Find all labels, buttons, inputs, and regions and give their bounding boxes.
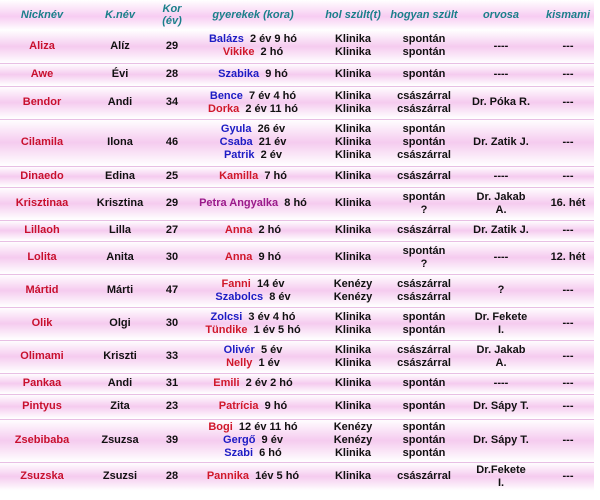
cell-birth-method [388, 394, 460, 419]
cell-age: 27 [156, 220, 188, 241]
cell-kismami: --- [542, 30, 594, 63]
cell-kname: Márti [84, 274, 156, 307]
cell-kname: Andi [84, 373, 156, 394]
child-name: Bogi [208, 421, 233, 433]
child-entry [188, 400, 318, 413]
cell-doctor [460, 166, 542, 187]
birth-place: Klinika [334, 343, 372, 356]
cell-children [188, 373, 318, 394]
table-row [0, 119, 594, 166]
birth-place: Klinika [334, 447, 372, 459]
child-entry [188, 123, 318, 136]
birth-place: Klinika [334, 89, 372, 102]
child-name: Olivér [223, 343, 255, 356]
birth-method: spontán [402, 421, 446, 433]
cell-age: 34 [156, 86, 188, 119]
child-name: Patrik [223, 149, 255, 161]
child-age: 2 hó [252, 224, 282, 236]
cell-birth-method [388, 373, 460, 394]
cell-birth-place [318, 63, 388, 86]
cell-children [188, 274, 318, 307]
cell-kname: Zsuzsi [84, 462, 156, 491]
birth-method: császárral [397, 102, 451, 115]
cell-nickname: Awe [0, 63, 84, 86]
header-knev: K.név [84, 0, 156, 30]
cell-doctor [460, 340, 542, 373]
child-name: Nelly [226, 356, 253, 369]
table-row [0, 307, 594, 340]
child-entry [188, 470, 318, 483]
cell-doctor [460, 419, 542, 462]
header-hol-szult: hol szült(t) [318, 0, 388, 30]
cell-birth-method [388, 187, 460, 220]
child-name: Petra Angyalka [199, 197, 279, 209]
child-age: 2 év 2 hó [239, 377, 293, 389]
cell-birth-place [318, 340, 388, 373]
cell-kismami: 12. hét [542, 241, 594, 274]
cell-children [188, 220, 318, 241]
cell-children [188, 63, 318, 86]
cell-kname: Kriszti [84, 340, 156, 373]
doctor-name: ---- [493, 170, 509, 182]
table-row [0, 166, 594, 187]
cell-children [188, 241, 318, 274]
cell-kismami: --- [542, 462, 594, 491]
child-age: 9 hó [252, 251, 282, 263]
child-age: 9 hó [258, 400, 288, 412]
doctor-name: I. [497, 476, 505, 489]
child-entry [188, 324, 318, 337]
cell-nickname: Zsebibaba [0, 419, 84, 462]
child-name: Zolcsi [210, 310, 243, 323]
birth-method: spontán [402, 323, 446, 336]
cell-birth-method [388, 63, 460, 86]
cell-doctor [460, 274, 542, 307]
doctor-name: Dr. Sápy T. [473, 434, 529, 446]
birth-method: spontán [402, 310, 446, 323]
birth-place: Klinika [334, 33, 372, 46]
child-name: Anna [224, 251, 253, 263]
child-age: 8 hó [278, 197, 307, 209]
header-kismami: kismami [542, 0, 594, 30]
child-age: 7 év 4 hó [242, 89, 297, 102]
child-age: 9 hó [259, 68, 288, 80]
cell-birth-place [318, 394, 388, 419]
birth-place: Kenézy [333, 277, 373, 290]
doctor-name: Dr. Sápy T. [473, 400, 529, 412]
child-age: 2 év 11 hó [239, 102, 298, 115]
birth-place: Klinika [334, 149, 372, 161]
cell-kismami: --- [542, 63, 594, 86]
birth-method: ? [420, 257, 428, 270]
cell-kname: Zita [84, 394, 156, 419]
birth-method: ? [420, 203, 428, 216]
birth-place: Klinika [334, 356, 372, 369]
table-row [0, 340, 594, 373]
child-entry [188, 377, 318, 390]
cell-children [188, 340, 318, 373]
cell-kismami: --- [542, 340, 594, 373]
cell-age: 47 [156, 274, 188, 307]
child-name: Vikike [222, 46, 255, 59]
child-entry [188, 103, 318, 116]
birth-method: császárral [397, 290, 451, 303]
header-gyerekek: gyerekek (kora) [188, 0, 318, 30]
cell-age: 33 [156, 340, 188, 373]
doctor-name: A. [495, 356, 507, 369]
cell-doctor [460, 187, 542, 220]
table-row [0, 394, 594, 419]
cell-kismami: --- [542, 394, 594, 419]
cell-children [188, 394, 318, 419]
child-age: 1 év 5 hó [247, 323, 301, 336]
doctor-name: A. [495, 203, 507, 216]
cell-birth-place [318, 220, 388, 241]
cell-doctor [460, 394, 542, 419]
cell-kname: Lilla [84, 220, 156, 241]
child-age: 9 év [255, 434, 283, 446]
child-entry [188, 33, 318, 46]
cell-kismami: --- [542, 373, 594, 394]
cell-age: 28 [156, 462, 188, 491]
cell-nickname: Krisztinaa [0, 187, 84, 220]
cell-birth-method [388, 30, 460, 63]
header-hogyan-szult: hogyan szült [388, 0, 460, 30]
cell-birth-method [388, 241, 460, 274]
table-row [0, 419, 594, 462]
birth-method: császárral [397, 149, 451, 161]
table-row [0, 462, 594, 491]
child-age: 6 hó [253, 447, 282, 459]
child-entry [188, 434, 318, 447]
cell-kismami: 16. hét [542, 187, 594, 220]
birth-method: spontán [402, 434, 446, 446]
cell-age: 30 [156, 307, 188, 340]
child-entry [188, 170, 318, 183]
birth-method: császárral [397, 343, 451, 356]
birth-method: spontán [402, 244, 446, 257]
table-body [0, 30, 594, 491]
doctor-name: Dr. Fekete [474, 310, 528, 323]
child-entry [188, 447, 318, 460]
child-age: 14 év [250, 277, 285, 290]
child-name: Bence [209, 89, 243, 102]
doctor-name: I. [497, 323, 505, 336]
cell-birth-place [318, 86, 388, 119]
cell-birth-place [318, 187, 388, 220]
doctor-name: ---- [493, 377, 509, 389]
cell-birth-place [318, 30, 388, 63]
cell-nickname: Cilamila [0, 119, 84, 166]
cell-doctor [460, 462, 542, 491]
table-row [0, 274, 594, 307]
cell-age: 23 [156, 394, 188, 419]
cell-age: 29 [156, 30, 188, 63]
birth-method: spontán [402, 400, 446, 412]
cell-nickname: Mártid [0, 274, 84, 307]
cell-children [188, 187, 318, 220]
birth-place: Klinika [334, 377, 372, 389]
doctor-name: Dr. Póka R. [471, 96, 531, 108]
cell-birth-method [388, 119, 460, 166]
cell-kismami: --- [542, 307, 594, 340]
cell-birth-place [318, 307, 388, 340]
birth-place: Klinika [334, 68, 372, 80]
child-entry [188, 357, 318, 370]
child-name: Gergő [223, 434, 256, 446]
child-name: Pannika [206, 470, 250, 483]
cell-nickname: Aliza [0, 30, 84, 63]
cell-doctor [460, 220, 542, 241]
child-age: 8 év [263, 290, 291, 303]
child-name: Szabi [224, 447, 253, 459]
child-age: 2 év [254, 149, 283, 161]
cell-kname: Évi [84, 63, 156, 86]
child-name: Dorka [208, 102, 240, 115]
header-orvosa: orvosa [460, 0, 542, 30]
cell-kismami: --- [542, 86, 594, 119]
birth-place: Klinika [334, 323, 372, 336]
cell-nickname: Olimami [0, 340, 84, 373]
child-name: Anna [224, 224, 253, 236]
doctor-name: ---- [493, 251, 509, 263]
child-entry [188, 68, 318, 81]
cell-birth-method [388, 274, 460, 307]
child-entry [188, 251, 318, 264]
cell-doctor [460, 119, 542, 166]
birth-place: Klinika [334, 136, 372, 148]
cell-kismami: --- [542, 274, 594, 307]
child-age: 5 év [254, 343, 283, 356]
child-name: Tündike [205, 323, 248, 336]
cell-nickname: Lolita [0, 241, 84, 274]
cell-nickname: Pankaa [0, 373, 84, 394]
cell-nickname: Lillaoh [0, 220, 84, 241]
child-age: 3 év 4 hó [242, 310, 296, 323]
birth-method: spontán [402, 136, 446, 148]
cell-kname: Olgi [84, 307, 156, 340]
doctor-name: Dr. Zatik J. [473, 136, 529, 148]
child-entry [188, 291, 318, 304]
cell-age: 30 [156, 241, 188, 274]
birth-place: Klinika [334, 251, 372, 263]
child-name: Balázs [208, 33, 244, 46]
cell-birth-place [318, 241, 388, 274]
doctor-name: Dr. Jakab [476, 190, 526, 203]
cell-kismami: --- [542, 119, 594, 166]
birth-place: Kenézy [333, 421, 373, 433]
birth-place: Klinika [334, 224, 372, 236]
child-entry [188, 46, 318, 59]
doctor-name: Dr.Fekete [476, 463, 526, 476]
table-row [0, 373, 594, 394]
child-name: Gyula [220, 123, 252, 135]
cell-children [188, 419, 318, 462]
cell-age: 28 [156, 63, 188, 86]
child-name: Emili [213, 377, 240, 389]
birth-method: spontán [402, 33, 446, 46]
cell-kname: Andi [84, 86, 156, 119]
cell-children [188, 30, 318, 63]
cell-birth-method [388, 166, 460, 187]
child-name: Szabika [218, 68, 260, 80]
cell-children [188, 166, 318, 187]
child-age: 1 év [252, 356, 280, 369]
child-entry [188, 311, 318, 324]
cell-birth-method [388, 86, 460, 119]
table-row [0, 220, 594, 241]
birth-method: császárral [397, 356, 451, 369]
birth-place: Klinika [334, 400, 372, 412]
child-age: 2 év 9 hó [243, 33, 298, 46]
cell-birth-method [388, 419, 460, 462]
child-entry [188, 421, 318, 434]
child-name: Szabolcs [215, 290, 264, 303]
cell-age: 29 [156, 187, 188, 220]
birth-place: Klinika [334, 470, 372, 483]
cell-children [188, 462, 318, 491]
birth-method: spontán [402, 447, 446, 459]
table-row [0, 86, 594, 119]
cell-nickname: Olik [0, 307, 84, 340]
cell-kname: Edina [84, 166, 156, 187]
birth-method: császárral [397, 170, 451, 182]
cell-age: 46 [156, 119, 188, 166]
cell-kname: Zsuzsa [84, 419, 156, 462]
doctor-name: Dr. Zatik J. [473, 224, 529, 236]
birth-place: Klinika [334, 102, 372, 115]
birth-method: spontán [402, 46, 446, 59]
birth-method: spontán [402, 123, 446, 135]
cell-birth-method [388, 220, 460, 241]
birth-method: spontán [402, 190, 446, 203]
cell-birth-place [318, 419, 388, 462]
header-kor-line1: Kor [162, 3, 182, 15]
cell-nickname: Bendor [0, 86, 84, 119]
birth-method: császárral [397, 277, 451, 290]
birth-place: Klinika [334, 123, 372, 135]
cell-birth-method [388, 307, 460, 340]
cell-birth-place [318, 119, 388, 166]
birth-place: Kenézy [333, 290, 373, 303]
cell-birth-place [318, 274, 388, 307]
child-entry [188, 136, 318, 149]
cell-birth-method [388, 462, 460, 491]
child-name: Csaba [219, 136, 253, 148]
birth-place: Klinika [334, 46, 372, 59]
header-nicknev: Nicknév [0, 0, 84, 30]
table-row [0, 63, 594, 86]
cell-age: 39 [156, 419, 188, 462]
child-name: Kamilla [219, 170, 259, 182]
birth-place: Klinika [334, 197, 372, 209]
child-age: 21 év [252, 136, 287, 148]
child-entry [188, 344, 318, 357]
child-name: Fanni [221, 277, 251, 290]
table-row [0, 30, 594, 63]
cell-kismami: --- [542, 166, 594, 187]
doctor-name: ---- [493, 68, 509, 80]
birth-method: császárral [397, 470, 451, 483]
birth-method: császárral [397, 224, 451, 236]
cell-kname: Alíz [84, 30, 156, 63]
cell-kname: Anita [84, 241, 156, 274]
child-name: Patrícia [218, 400, 259, 412]
cell-children [188, 307, 318, 340]
doctor-name: ---- [493, 39, 509, 52]
child-age: 12 év 11 hó [232, 421, 298, 433]
cell-kismami: --- [542, 419, 594, 462]
header-kor-line2: (év) [162, 15, 182, 27]
child-entry [188, 90, 318, 103]
cell-children [188, 86, 318, 119]
cell-children [188, 119, 318, 166]
header-kor [156, 0, 188, 30]
cell-doctor [460, 30, 542, 63]
cell-birth-place [318, 373, 388, 394]
cell-age: 25 [156, 166, 188, 187]
cell-doctor [460, 241, 542, 274]
child-entry [188, 224, 318, 237]
table-row [0, 241, 594, 274]
child-age: 2 hó [254, 46, 284, 59]
table-row [0, 187, 594, 220]
cell-nickname: Pintyus [0, 394, 84, 419]
cell-doctor [460, 373, 542, 394]
child-entry [188, 197, 318, 210]
cell-nickname: Dinaedo [0, 166, 84, 187]
birth-method: császárral [397, 89, 451, 102]
cell-birth-method [388, 340, 460, 373]
cell-doctor [460, 63, 542, 86]
cell-doctor [460, 307, 542, 340]
cell-birth-place [318, 166, 388, 187]
birth-place: Kenézy [333, 434, 373, 446]
doctor-name: Dr. Jakab [476, 343, 526, 356]
table-header [0, 0, 594, 30]
birth-place: Klinika [334, 170, 372, 182]
cell-kismami: --- [542, 220, 594, 241]
child-entry [188, 149, 318, 162]
cell-birth-place [318, 462, 388, 491]
cell-doctor [460, 86, 542, 119]
child-age: 7 hó [258, 170, 287, 182]
cell-age: 31 [156, 373, 188, 394]
birth-method: spontán [402, 377, 446, 389]
cell-kname: Krisztina [84, 187, 156, 220]
birth-method: spontán [402, 68, 446, 80]
child-age: 26 év [251, 123, 286, 135]
birth-place: Klinika [334, 310, 372, 323]
cell-nickname: Zsuzska [0, 462, 84, 491]
child-age: 1év 5 hó [249, 470, 300, 483]
child-entry [188, 278, 318, 291]
cell-kname: Ilona [84, 119, 156, 166]
doctor-name: ? [497, 284, 505, 296]
